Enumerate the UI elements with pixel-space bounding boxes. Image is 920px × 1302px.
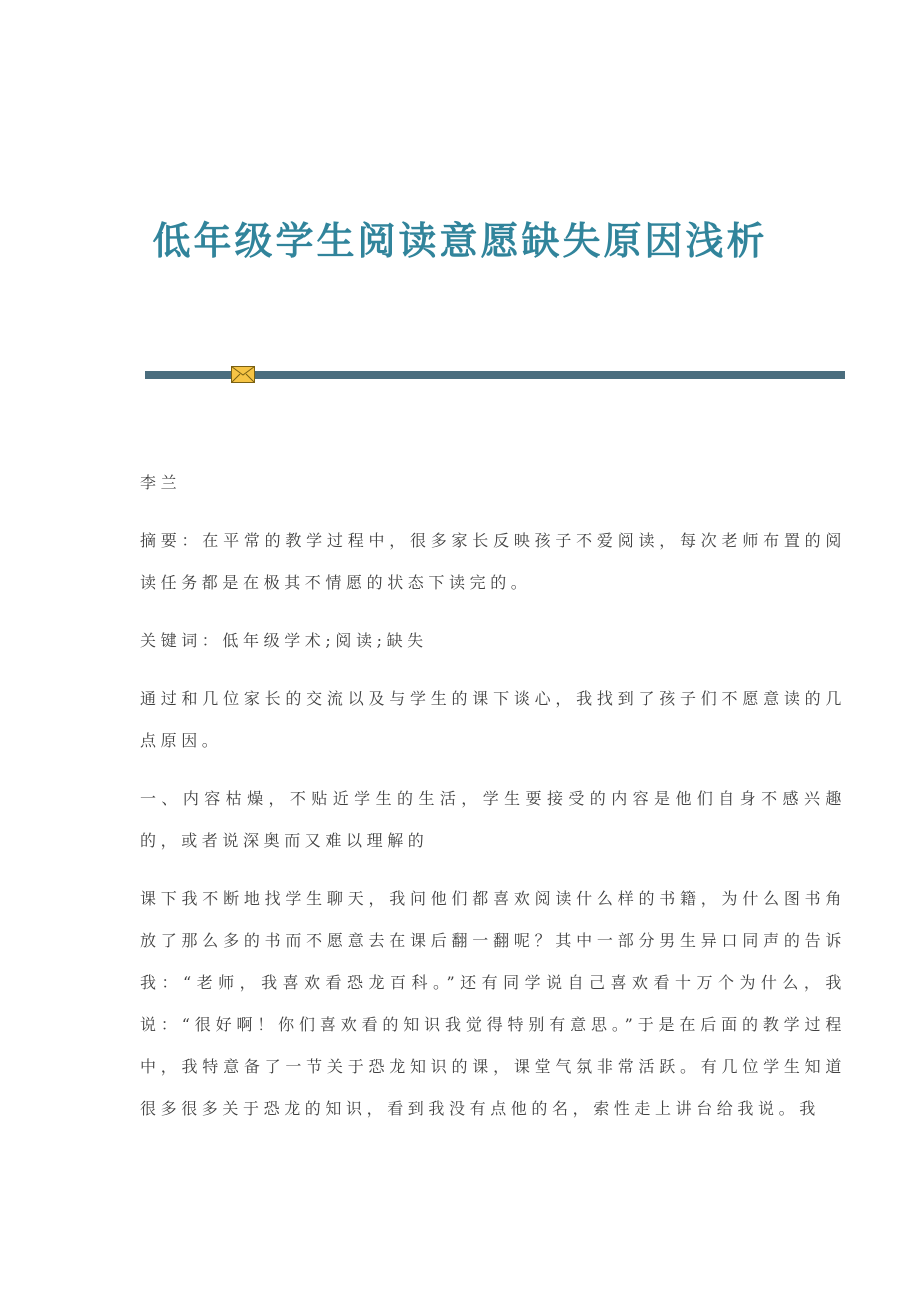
intro-paragraph: 通过和几位家长的交流以及与学生的课下谈心，我找到了孩子们不愿意读的几点原因。	[140, 689, 846, 750]
document-title: 低年级学生阅读意愿缺失原因浅析	[152, 218, 768, 263]
document-body	[140, 462, 846, 1146]
section-heading: 一、内容枯燥，不贴近学生的生活，学生要接受的内容是他们自身不感兴趣的，或者说深奥而又难以理解的	[140, 789, 846, 850]
divider-bar	[145, 371, 845, 379]
body-paragraph: 课下我不断地找学生聊天，我问他们都喜欢阅读什么样的书籍，为什么图书角放了那么多的书而不愿意去在课后翻一翻呢？其中一部分男生异口同声的告诉我：“老师，我喜欢看恐龙百科。”还有同学说自己喜欢看十万个为什么，我说：“很好啊！你们喜欢看的知识我觉得特别有意思。”于是在后面的教学过程中，我特意备了一节关于恐龙知识的课，课堂气氛非常活跃。有几位学生知道很多很多关于恐龙的知识，看到我没有点他的名，索性走上讲台给我说。我	[140, 889, 846, 1118]
keywords-paragraph: 关键词：低年级学术;阅读;缺失	[140, 631, 428, 650]
envelope-icon	[231, 366, 255, 383]
author-name: 李兰	[140, 473, 182, 492]
abstract-paragraph: 摘要：在平常的教学过程中，很多家长反映孩子不爱阅读，每次老师布置的阅读任务都是在极其不情愿的状态下读完的。	[140, 531, 846, 592]
